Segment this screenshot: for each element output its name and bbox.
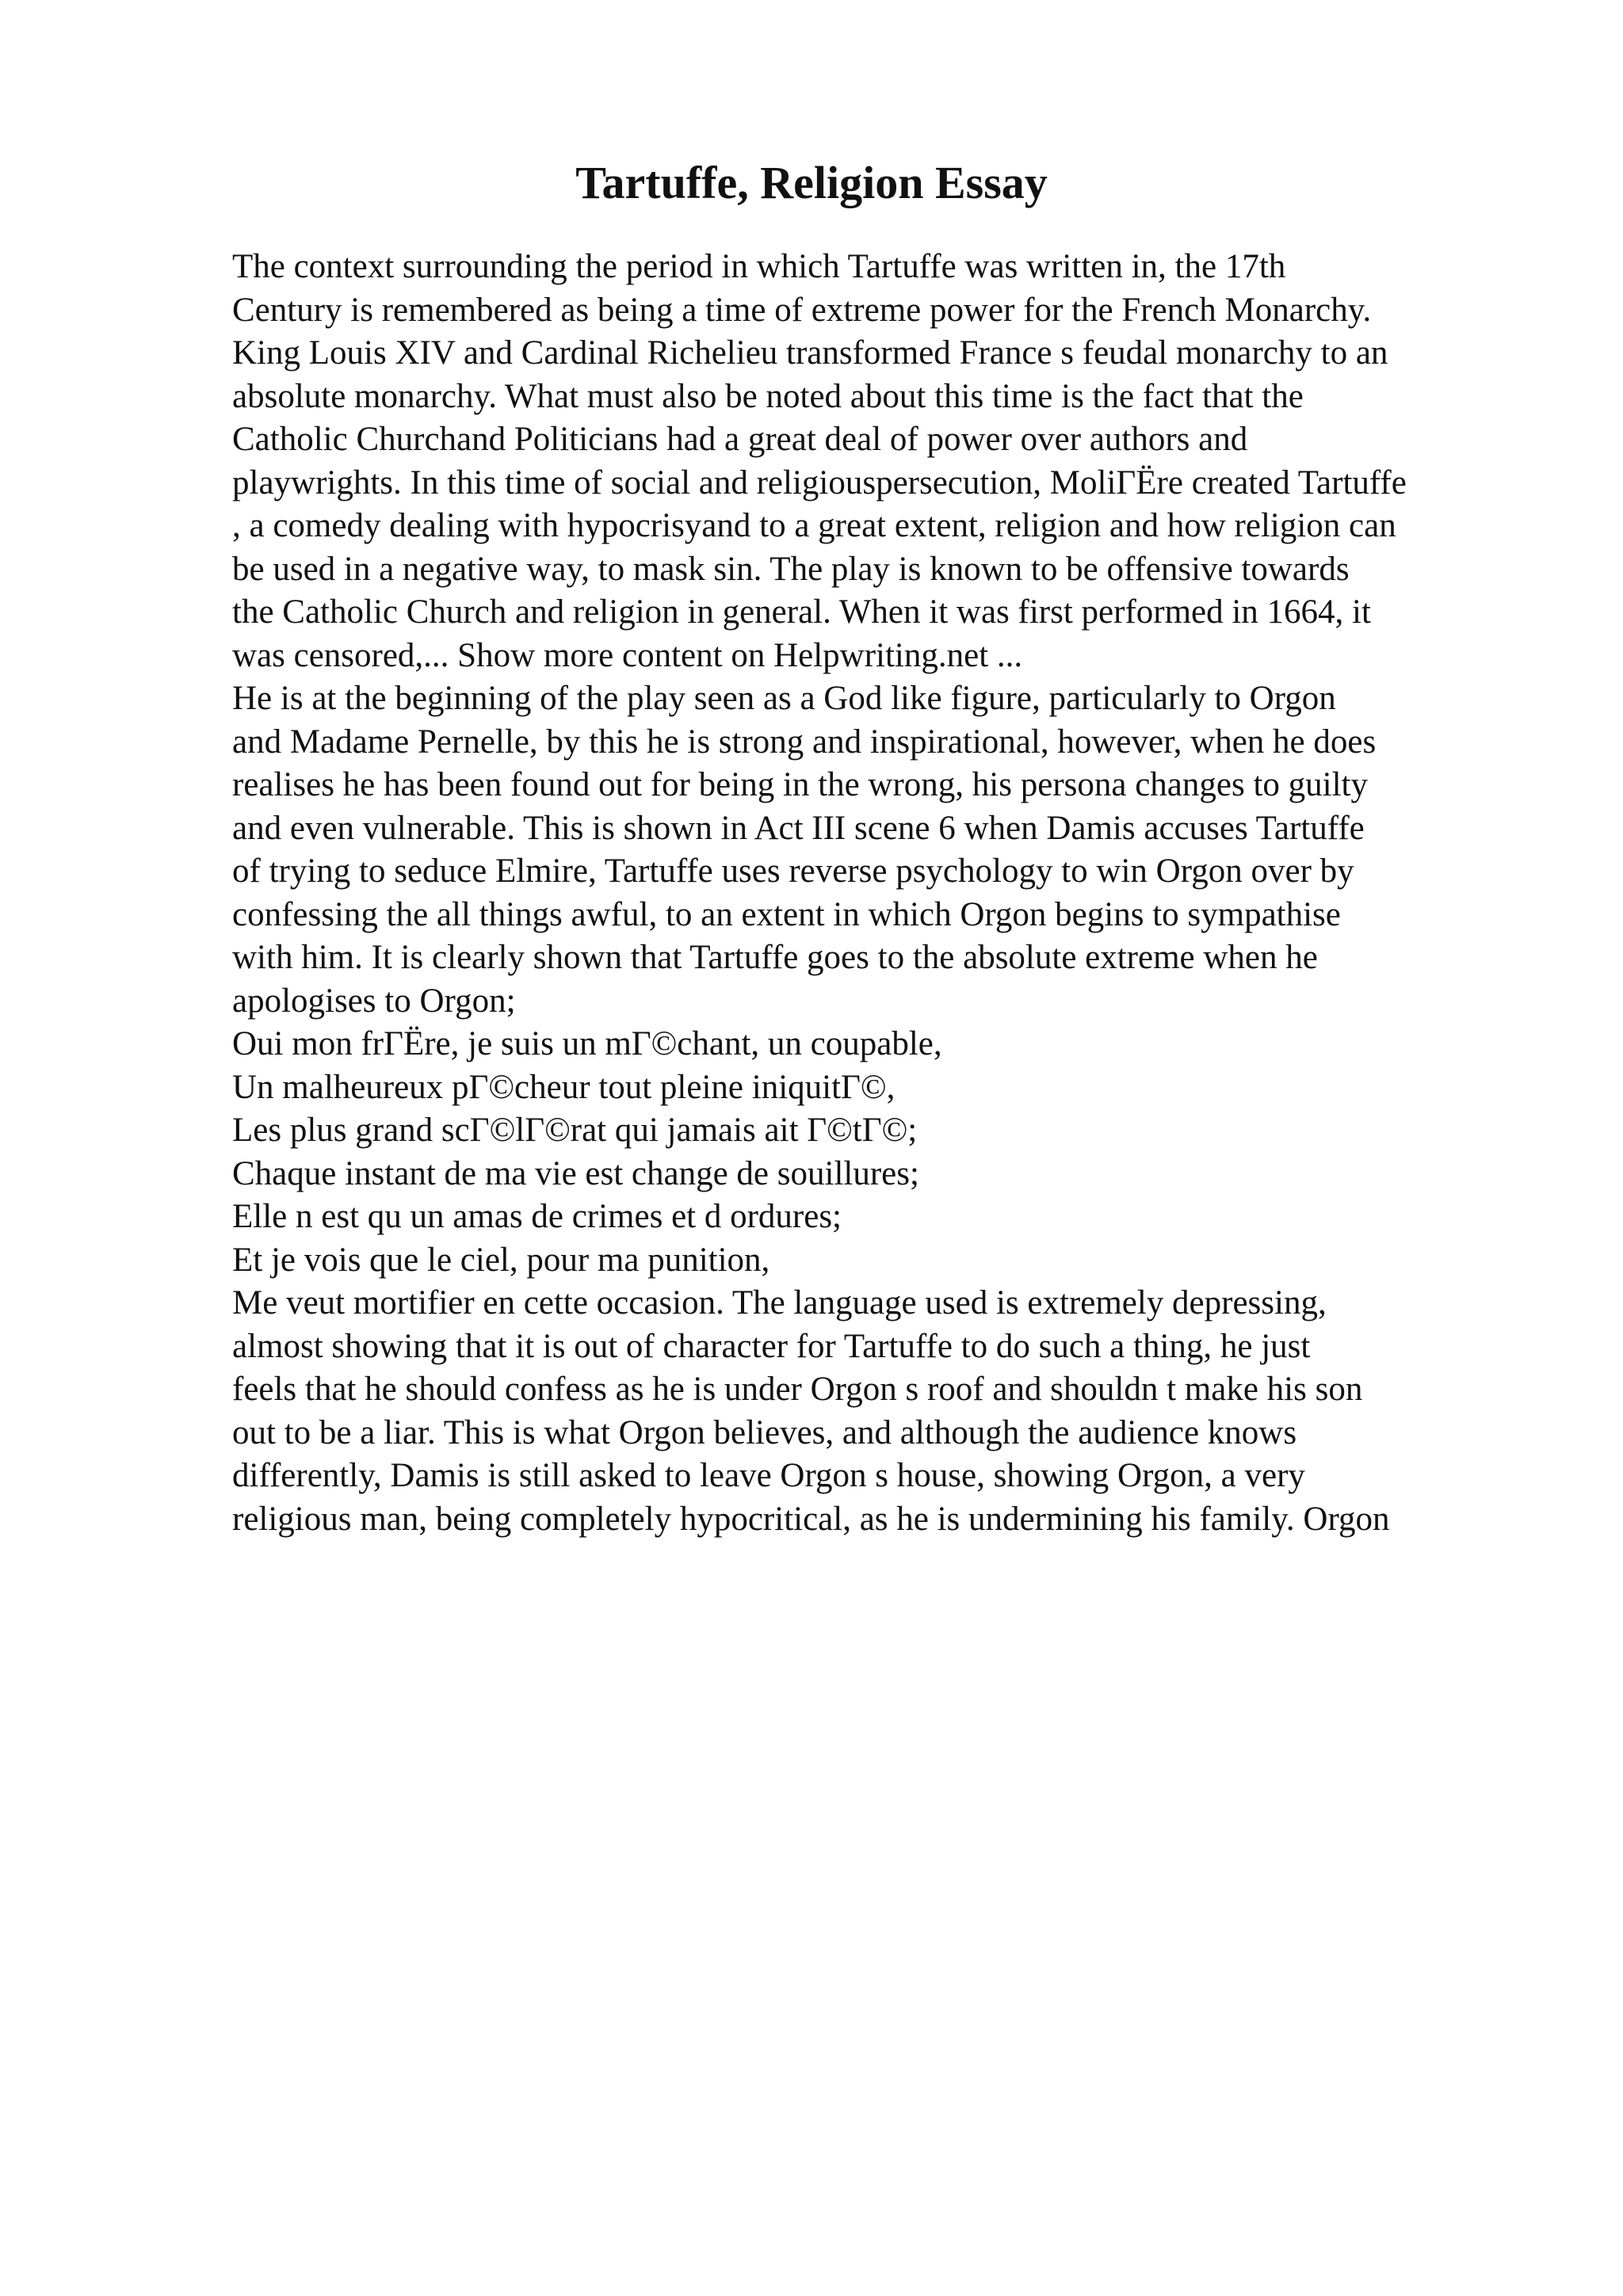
text-line: Catholic Churchand Politicians had a great deal of power over authors and [232,421,1248,458]
quote-line: Un malheureux pГ©cheur tout pleine iniquitГ©, [232,1068,896,1106]
quote-line: Oui mon frГЁre, je suis un mГ©chant, un coupable, [232,1025,942,1062]
text-line: and Madame Pernelle, by this he is strong and inspirational, however, when he does [232,723,1377,761]
text-line: differently, Damis is still asked to leave Orgon s house, showing Orgon, a very [232,1457,1305,1494]
quote-line: Elle n est qu un amas de crimes et d ordures; [232,1198,842,1235]
quote-line: Et je vois que le ciel, pour ma punition, [232,1241,770,1279]
essay-title: Tartuffe, Religion Essay [575,157,1048,208]
text-line: apologises to Orgon; [232,982,516,1020]
text-line: , a comedy dealing with hypocrisyand to a great extent, religion and how religion can [232,507,1396,544]
text-line: Me veut mortifier en cette occasion. The language used is extremely depressing, [232,1284,1327,1322]
essay-body [232,246,1532,1541]
text-line: feels that he should confess as he is under Orgon s roof and shouldn t make his son [232,1371,1363,1408]
text-line: absolute monarchy. What must also be noted about this time is the fact that the [232,377,1304,415]
text-line: was censored,... Show more content on Helpwriting.net ... [232,636,1023,674]
text-line: confessing the all things awful, to an extent in which Orgon begins to sympathise [232,895,1341,933]
text-line: of trying to seduce Elmire, Tartuffe uses reverse psychology to win Orgon over by [232,852,1354,890]
text-line: out to be a liar. This is what Orgon believes, and although the audience knows [232,1413,1297,1451]
text-line: King Louis XIV and Cardinal Richelieu transformed France s feudal monarchy to an [232,334,1388,372]
text-line: be used in a negative way, to mask sin. The play is known to be offensive towards [232,550,1350,588]
quote-line: Les plus grand scГ©lГ©rat qui jamais ait Г©tГ©; [232,1112,918,1149]
text-line: Century is remembered as being a time of extreme power for the French Monarchy. [232,291,1372,329]
text-line: realises he has been found out for being in the wrong, his persona changes to guilty [232,766,1368,803]
text-line: religious man, being completely hypocritical, as he is undermining his family. Orgon [232,1500,1390,1538]
text-line: He is at the beginning of the play seen as a God like figure, particularly to Orgon [232,680,1336,717]
text-line: with him. It is clearly shown that Tartuffe goes to the absolute extreme when he [232,939,1318,976]
text-line: and even vulnerable. This is shown in Act III scene 6 when Damis accuses Tartuffe [232,809,1365,847]
text-line: playwrights. In this time of social and religiouspersecution, MoliГЁre created Tartuffe [232,463,1407,502]
quote-line: Chaque instant de ma vie est change de souillures; [232,1154,919,1192]
text-line: The context surrounding the period in which Tartuffe was written in, the 17th [232,248,1286,285]
text-line: the Catholic Church and religion in general. When it was first performed in 1664, it [232,593,1371,631]
text-line: almost showing that it is out of character for Tartuffe to do such a thing, he just [232,1327,1311,1365]
